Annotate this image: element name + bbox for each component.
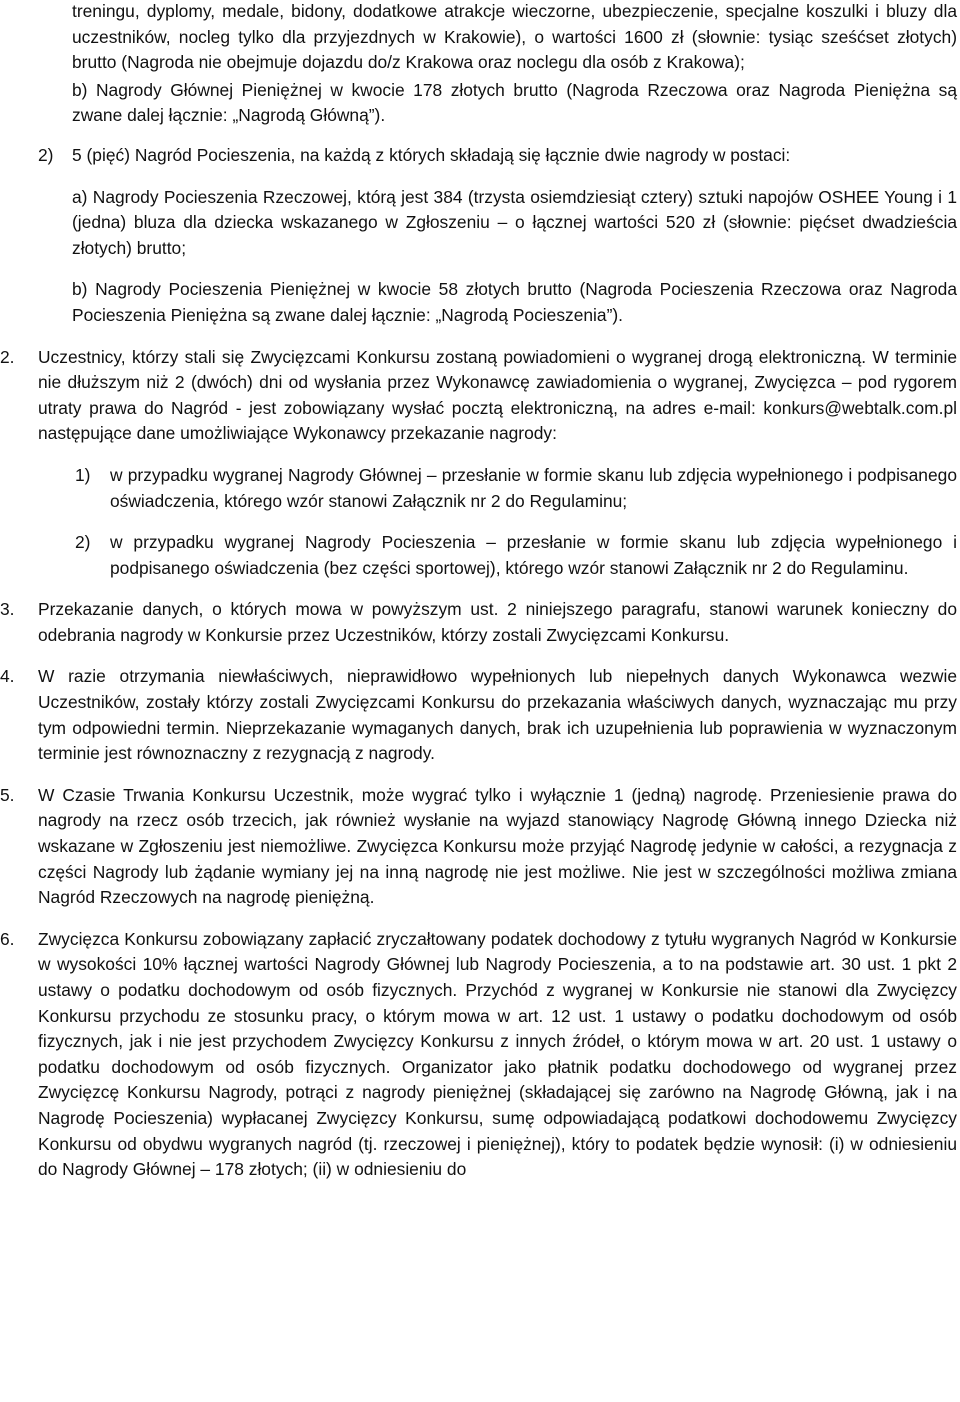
- section-6: [0, 927, 960, 1183]
- section-number: 5.: [0, 784, 15, 805]
- sub-item-2b: b) Nagrody Pocieszenia Pieniężnej w kwocie 58 złotych brutto (Nagroda Pocieszenia Rzeczowa oraz Nagroda Pocieszenia Pieniężna są zwane dalej łącznie: „Nagrodą Pocieszenia”).: [72, 279, 957, 325]
- section-text: Przekazanie danych, o których mowa w powyższym ust. 2 niniejszego paragrafu, stanowi warunek konieczny do odebrania nagrody w Konkursie przez Uczestników, którzy zostali Zwycięzcami Konkursu.: [38, 599, 957, 645]
- section-number: 4.: [0, 666, 15, 687]
- list-item-number: 1): [75, 464, 91, 485]
- list-item-text: w przypadku wygranej Nagrody Pocieszenia – przesłanie w formie skanu lub zdjęcia wypełnionego i podpisanego oświadczenia (bez części sportowej), którego wzór stanowi Załącznik nr 2 do Regulaminu.: [110, 532, 957, 578]
- section-text: W razie otrzymania niewłaściwych, nieprawidłowo wypełnionych lub niepełnych danych Wykonawca wezwie Uczestników, zostały którzy zostali Zwycięzcami Konkursu do przekazania właściwych danych, wyznaczając mu przy tym odpowiedni termin. Nieprzekazanie wymaganych danych, brak ich uzupełnienia lub poprawienia w wyznaczonym terminie jest równoznaczny z rezygnacją z nagrody.: [38, 666, 957, 764]
- list-item-text: w przypadku wygranej Nagrody Głównej – przesłanie w formie skanu lub zdjęcia wypełnionego i podpisanego oświadczenia, którego wzór stanowi Załącznik nr 2 do Regulaminu;: [110, 464, 957, 511]
- list-item-number: 2): [38, 144, 54, 165]
- section-number: 3.: [0, 599, 15, 620]
- section-2-item-1: [0, 463, 960, 514]
- section-text: Uczestnicy, którzy stali się Zwycięzcami Konkursu zostaną powiadomieni o wygranej drogą elektroniczną. W terminie nie dłuższym niż 2 (dwóch) dni od wysłania przez Wykonawcę zawiadomienia o wygranej, Zwycięzca – pod rygorem utraty prawa do Nagród - jest zobowiązany wysłać pocztą elektroniczną, na adres e-mail: konkurs@webtalk.com.pl następujące dane umożliwiające Wykonawcy przekazanie nagrody:: [38, 346, 957, 444]
- list-item-number: 2): [75, 532, 91, 553]
- paragraph-continuation-a: treningu, dyplomy, medale, bidony, dodatkowe atrakcje wieczorne, ubezpieczenie, specjalne koszulki i bluzy dla uczestników, nocleg tylko dla przyjezdnych w Krakowie), o wartości 1600 zł (słownie: tysiąc sześćset złotych) brutto (Nagroda nie obejmuje dojazdu do/z Krakowa oraz noclegu dla osób z Krakowa);: [72, 1, 957, 73]
- section-3: [0, 597, 960, 648]
- list-item-2: [0, 143, 960, 169]
- section-text: W Czasie Trwania Konkursu Uczestnik, może wygrać tylko i wyłącznie 1 (jedną) nagrodę. Przeniesienie prawa do nagrody na rzecz osób trzecich, jak również wysłanie na wyjazd stanowiący Nagrodę Główną innego Dziecka niż wskazane w Zgłoszeniu jest niemożliwe. Zwycięzca Konkursu może przyjąć Nagrodę jedynie w całości, a rezygnacja z części Nagrody lub żądanie wymiany jej na inną nagrodę nie jest możliwe. Nie jest w szczególności możliwa zmiana Nagród Rzeczowych na nagrodę pieniężną.: [38, 784, 957, 908]
- sub-item-2a: a) Nagrody Pocieszenia Rzeczowej, którą jest 384 (trzysta osiemdziesiąt cztery) sztuki napojów OSHEE Young i 1 (jedna) bluza dla dziecka wskazanego w Zgłoszeniu – o łącznej wartości 520 zł (słownie: pięćset dwadzieścia złotych) brutto;: [72, 186, 957, 258]
- section-text: Zwycięzca Konkursu zobowiązany zapłacić zryczałtowany podatek dochodowy z tytułu wygranych Nagród w Konkursie w wysokości 10% łącznej wartości Nagrody Głównej lub Nagrody Pocieszenia, a to na podstawie art. 30 ust. 1 pkt 2 ustawy o podatku dochodowym od osób fizycznych. Przychód z wygranej w Konkursie nie stanowi dla Zwycięzcy Konkursu przychodu ze stosunku pracy, o którym mowa w art. 12 ust. 1 ustawy o podatku dochodowym od osób fizycznych, jak i nie jest przychodem Zwycięzcy Konkursu z innych źródeł, o którym mowa w art. 20 ust. 1 ustawy o podatku dochodowym od osób fizycznych. Organizator jako płatnik podatku dochodowego od wygranej przez Zwycięzcę Konkursu Nagrody, potrąci z nagrody pieniężnej (składającej się zarówno na Nagrodę Główną, jak i na Nagrodę Pocieszenia) wypłacanej Zwycięzcy Konkursu, sumę odpowiadającą podatkowi dochodowemu Zwycięzcy Konkursu od obydwu wygranych nagród (tj. rzeczowej i pieniężnej), który to podatek będzie wynosił: (i) w odniesieniu do Nagrody Głównej – 178 złotych; (ii) w odniesieniu do: [38, 928, 957, 1180]
- list-item-text: 5 (pięć) Nagród Pocieszenia, na każdą z których składają się łącznie dwie nagrody w postaci:: [72, 144, 791, 165]
- section-4: [0, 664, 960, 766]
- section-2: [0, 345, 960, 447]
- section-2-item-2: [0, 530, 960, 581]
- section-number: 6.: [0, 928, 15, 949]
- section-5: [0, 783, 960, 911]
- section-number: 2.: [0, 346, 15, 367]
- paragraph-continuation-b: b) Nagrody Głównej Pieniężnej w kwocie 178 złotych brutto (Nagroda Rzeczowa oraz Nagroda Pieniężna są zwane dalej łącznie: „Nagrodą Główną”).: [72, 79, 957, 126]
